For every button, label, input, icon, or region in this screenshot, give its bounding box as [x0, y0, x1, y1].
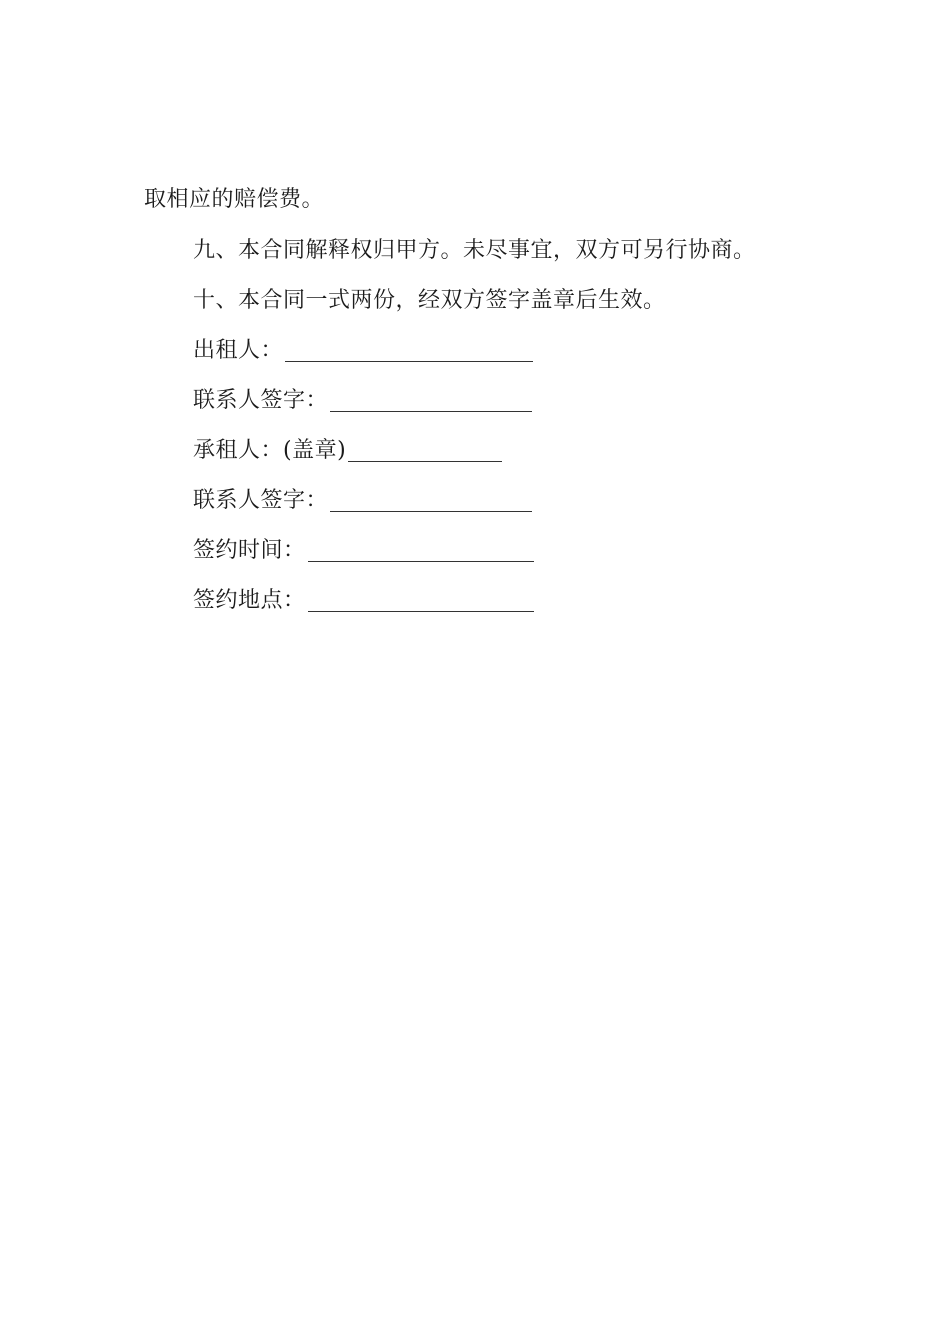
lessee-label: 承租人：(盖章): [193, 438, 347, 463]
paragraph-continuation: 取相应的赔偿费。: [144, 187, 325, 212]
lessor-field: [193, 336, 533, 366]
sign-date-field: [193, 536, 534, 566]
sign-place-blank-line: [308, 589, 534, 612]
sign-place-field: [193, 586, 534, 616]
lessor-label: 出租人：: [193, 338, 284, 363]
lessee-contact-blank-line: [330, 489, 532, 512]
sign-date-blank-line: [308, 539, 534, 562]
lessee-field: [193, 436, 502, 466]
lessee-blank-line: [348, 439, 502, 462]
clause-9: 九、本合同解释权归甲方。未尽事宜，双方可另行协商。: [193, 238, 756, 263]
sign-place-label: 签约地点：: [193, 588, 306, 613]
lessee-contact-field: [193, 486, 532, 516]
lessor-contact-label: 联系人签字：: [193, 388, 329, 413]
sign-date-label: 签约时间：: [193, 538, 306, 563]
clause-10: 十、本合同一式两份，经双方签字盖章后生效。: [193, 288, 666, 313]
lessor-blank-line: [285, 339, 533, 362]
lessor-contact-blank-line: [330, 389, 532, 412]
lessor-contact-field: [193, 386, 532, 416]
lessee-contact-label: 联系人签字：: [193, 488, 329, 513]
